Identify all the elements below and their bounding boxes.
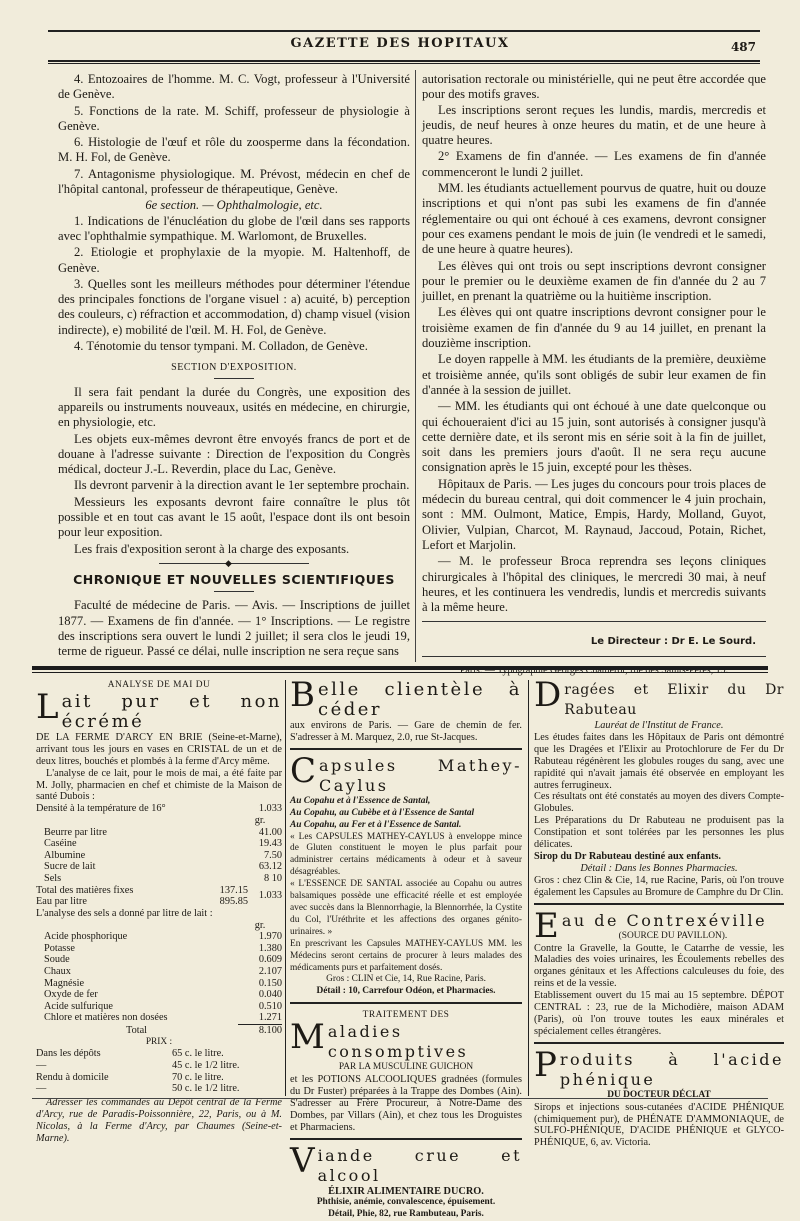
divider xyxy=(214,378,254,379)
ads-rule-heavy xyxy=(32,666,768,670)
ad-text: Détail : Dans les Bonnes Pharmacies. xyxy=(580,862,738,874)
ad-separator xyxy=(290,1138,522,1140)
ad-text: ÉLIXIR ALIMENTAIRE DUCRO. xyxy=(328,1185,484,1197)
ad-capsules xyxy=(290,750,522,998)
paragraph: Les objets eux-mêmes devront être envoyés francs de port et de douane à l'adresse suivante : Direction de l'exposition du Congrès médical, docteur J.-L. Reverdin, place du Lac, Genève. xyxy=(58,431,410,477)
ad-text: Ces résultats ont été constatés au moyen des divers Compte-Globules. xyxy=(534,791,784,815)
ad-separator xyxy=(534,1042,784,1044)
ad-title: au de Contrexéville xyxy=(561,910,768,930)
ad-text: L'analyse des sels a donné par litre de lait : xyxy=(36,907,213,919)
paragraph: Le doyen rappelle à MM. les étudiants de la première, deuxième et troisième année, qu'ils sont obligés de subir leur examen de fin d'année à la session de juillet. xyxy=(422,352,766,397)
director-line: Le Directeur : Dr E. Le Sourd. xyxy=(590,636,756,648)
paragraph: 4. Ténotomie du tensor tympani. M. Colladon, de Genève. xyxy=(74,339,368,354)
paragraph: MM. les étudiants actuellement pourvus de quatre, huit ou douze inscriptions et qui n'ont pas subi les examens de fin d'année réglementaire ou qui ont échoué à ces examens, devront consigner pour ces examens pendant le mois de juin (le vendredi et le samedi, de une heure à quatre heures). xyxy=(422,181,766,257)
table-cell: 19.43 xyxy=(258,838,282,850)
paragraph: 3. Quelles sont les meilleurs méthodes pour déterminer l'étendue des principales fonctions de l'organe visuel : a) acuité, b) perception des couleurs, c) réfraction et accommodation, d) champ visuel (vision indirecte), e) mobilité de l'œil. M. H. Fol, de Genève. xyxy=(58,276,410,337)
table-cell: 2.107 xyxy=(258,965,282,977)
ad-produits xyxy=(534,1044,784,1150)
paragraph: Ils devront parvenir à la direction avant le 1er septembre prochain. xyxy=(74,478,410,493)
ad-text: « Les CAPSULES MATHEY-CAYLUS à enveloppe mince de Gluten constituent le moyen le plus parfait pour administrer certains médicaments à odeur et à saveur désagréables. xyxy=(290,831,522,878)
paragraph: — MM. les étudiants qui ont échoué à une date quelconque ou qui échoueraient d'ici au 15 juin, sont autorisés à consigner jusqu'à cette dernière date, et ils seront mis en série soit à la fin de juillet, soit dans les premiers jours d'août. Il ne sera reçu aucune consignation après le 15 juin, excepté pour les thèses. xyxy=(422,399,766,475)
table-row xyxy=(36,1012,282,1024)
table-cell: 70 c. le litre. xyxy=(172,1071,224,1083)
table-cell: 41.00 xyxy=(258,826,282,838)
ads-column-divider xyxy=(528,680,529,1096)
table-row xyxy=(36,1024,282,1036)
table-cell: 1.033 xyxy=(258,803,282,815)
table-row xyxy=(36,873,282,885)
section-heading: 6e section. — Ophthalmologie, etc. xyxy=(145,198,323,213)
ad-belle xyxy=(290,675,522,744)
ad-title: ait pur et non écrémé xyxy=(61,690,282,732)
table-row xyxy=(36,850,282,862)
paragraph: autorisation rectorale ou ministérielle, qui ne peut être accordée que pour des motifs graves. xyxy=(422,72,766,102)
table-cell: Chaux xyxy=(44,965,71,977)
table-cell: 50 c. le 1/2 litre. xyxy=(172,1083,240,1095)
table-cell: Eau par litre xyxy=(36,896,87,908)
table-row xyxy=(36,827,282,839)
divider xyxy=(422,656,766,657)
table-row xyxy=(36,954,282,966)
ad-text: L'analyse de ce lait, pour le mois de mai, a été faite par M. Jolly, pharmacien en chef et chimiste de la Maison de santé Dubois : xyxy=(36,767,282,803)
table-cell: Chlore et matières non dosées xyxy=(44,1012,168,1024)
ad-text: Les Préparations du Dr Rabuteau ne produisent pas la Constipation et sont tolérées par les personnes les plus délicates. xyxy=(534,815,784,851)
ad-dropcap: P xyxy=(534,1044,557,1085)
paragraph: 4. Entozoaires de l'homme. M. C. Vogt, professeur à l'Université de Genève. xyxy=(58,72,410,102)
table-cell: Oxyde de fer xyxy=(44,989,98,1001)
ad-maladies xyxy=(290,1010,522,1133)
ornament-divider xyxy=(159,563,309,564)
ad-dropcap: D xyxy=(534,675,562,715)
table-cell: 7.50 xyxy=(263,849,282,861)
table-cell: Soude xyxy=(44,954,70,966)
ad-title: ragées et Elixir du Dr Rabuteau xyxy=(564,682,784,718)
table-row xyxy=(36,861,282,873)
chronicle-heading: CHRONIQUE ET NOUVELLES SCIENTIFIQUES xyxy=(73,571,395,587)
paragraph: 2. Etiologie et prophylaxie de la myopie. M. Haltenhoff, de Genève. xyxy=(58,245,410,275)
gr-unit-row xyxy=(36,920,282,932)
paragraph: Les élèves qui ont trois ou sept inscriptions devront consigner pour le premier ou le deuxième examen de fin d'année du 2 au 7 juillet, en prenant la quatrième ou la huitième inscription. xyxy=(422,258,766,304)
table-row xyxy=(36,920,282,932)
ad-text: Sirop du Dr Rabuteau destiné aux enfants. xyxy=(534,850,722,862)
ads-column-middle xyxy=(290,675,522,1221)
ad-subtitle: (SOURCE DU PAVILLON). xyxy=(618,930,728,941)
ad-title: roduits à l'acide phénique xyxy=(559,1049,784,1089)
table-cell: 137.15 xyxy=(219,884,248,896)
printer-line: Paris. — Typographie Georges Chamerot, rue des Saints-Pères, 19. xyxy=(459,664,729,676)
table-cell: Acide phosphorique xyxy=(44,931,128,943)
ads-rule-thin xyxy=(32,672,768,673)
table-cell: 895.85 xyxy=(219,896,248,908)
ad-text: Gros : chez Clin & Cie, 14, rue Racine, Paris, où l'on trouve également les Capsules au Bromure de Camphre du Dr Clin. xyxy=(534,874,784,898)
paragraph: Les élèves qui ont quatre inscriptions devront consigner pour le troisième examen de fin d'année du 9 au 14 juillet, en prenant la douzième inscription. xyxy=(422,305,766,351)
ad-dropcap: V xyxy=(290,1140,315,1181)
table-cell: Magnésie xyxy=(44,977,85,989)
ad-text: DE LA FERME D'ARCY EN BRIE (Seine-et-Marne), arrivant tous les jours en vases en CRISTAL de un et de deux litres, bouchés et plombés à la ferme d'Arcy même. xyxy=(36,731,282,767)
table-row xyxy=(36,1072,282,1084)
table-row xyxy=(36,931,282,943)
header-rule-bottom xyxy=(48,60,760,62)
table-row xyxy=(36,966,282,978)
divider xyxy=(214,591,254,592)
milk-price-table xyxy=(36,1048,282,1094)
table-cell: Total xyxy=(126,1024,148,1036)
table-cell: — xyxy=(36,1083,47,1095)
table-cell: Acide sulfurique xyxy=(44,1000,113,1012)
ad-text: « L'ESSENCE DE SANTAL associée au Copahu ou autres balsamiques possède une efficacité réelle et est employée avec succès dans la Blennorrhagie, la Blennorrhée, la Cystite du Col, l'Uréthrite et les affections des organes génito-urinaires. » xyxy=(290,879,522,937)
table-row xyxy=(36,1060,282,1072)
paragraph: 6. Histologie de l'œuf et rôle du zoosperme dans la fécondation. M. H. Fol, de Genève. xyxy=(58,135,410,165)
table-cell: Albumine xyxy=(44,849,86,861)
table-cell: 0.040 xyxy=(258,989,282,1001)
divider xyxy=(422,621,766,622)
ad-title: iande crue et alcool xyxy=(317,1145,522,1185)
table-row xyxy=(36,978,282,990)
ad-separator xyxy=(290,748,522,750)
ads-column-right xyxy=(534,675,784,1149)
ad-byline: PAR LA MUSCULINE GUICHON xyxy=(338,1062,474,1073)
ad-subtitle: Au Copahu, au Fer et à l'Essence de Santal. xyxy=(290,819,462,830)
ad-text: et les POTIONS ALCOOLIQUES gradnées (formules du Dr Fuster) préparées à la Trappe des Dombes (Ain). S'adresser au Frère Procureur, à Notre-Dame des Dombes, par Villars (Ain), et chez tous les Droguistes et Pharmaciens. xyxy=(290,1074,522,1133)
table-cell: 1.970 xyxy=(258,931,282,943)
milk-composition-table xyxy=(36,827,282,885)
ad-text: Contre la Gravelle, la Goutte, le Catarrhe de vessie, les Maladies des voies urinaires, les Écoulements rebelles des organes génitaux et les Affections calculeuses du foie, des reins et de la vessie. xyxy=(534,942,784,990)
paragraph: 5. Fonctions de la rate. M. Schiff, professeur de physiologie à Genève. xyxy=(58,103,410,133)
table-cell: gr. xyxy=(254,919,266,931)
milk-totals-table xyxy=(36,885,282,908)
ads-column-divider xyxy=(285,680,286,1096)
table-cell: 63.12 xyxy=(258,861,282,873)
table-cell: Dans les dépôts xyxy=(36,1048,101,1060)
table-row xyxy=(36,1083,282,1095)
ads-rule-bottom xyxy=(32,1098,768,1099)
table-cell: 0.150 xyxy=(258,977,282,989)
table-row xyxy=(36,838,282,850)
ad-text: aux environs de Paris. — Gare de chemin de fer. S'adresser à M. Marquez, 2.0, rue St-Jacques. xyxy=(290,720,522,743)
table-row xyxy=(36,1001,282,1013)
table-cell: 65 c. le litre. xyxy=(172,1048,224,1060)
section-heading: SECTION D'EXPOSITION. xyxy=(171,362,297,374)
ad-dropcap: L xyxy=(36,686,59,727)
ad-address: Détail : 10, Carrefour Odéon, et Pharmacies. xyxy=(316,986,496,997)
table-cell: 1.380 xyxy=(258,942,282,954)
ad-lait xyxy=(36,680,282,1144)
table-cell: 1.033 xyxy=(258,890,282,902)
table-cell: gr. xyxy=(254,814,266,826)
paragraph: Les inscriptions seront reçues les lundis, mardis, mercredis et jeudis, de neuf heures à onze heures du matin, et de une heure à quatre heures. xyxy=(422,102,766,148)
ad-text: Sirops et injections sous-cutanées d'ACIDE PHÉNIQUE (chimiquement pur), de PHÉNATE D'AMMONIAQUE, de SULFO-PHÉNIQUE, D'ACIDE PHÉNIQUE et GLYCO-PHÉNIQUE, 6, av. Victoria. xyxy=(534,1101,784,1149)
table-cell: 45 c. le 1/2 litre. xyxy=(172,1060,240,1072)
ad-subtitle: Au Copahu et à l'Essence de Santal, xyxy=(290,795,431,806)
article-column-left xyxy=(58,72,410,660)
ad-text: Phthisie, anémie, convalescence, épuisement. xyxy=(316,1197,496,1208)
table-cell: Beurre par litre xyxy=(44,826,107,838)
milk-salts-total xyxy=(36,1024,282,1037)
ad-dropcap: E xyxy=(534,905,559,946)
ad-dropcap: C xyxy=(290,750,317,791)
table-row xyxy=(36,815,282,827)
ad-separator xyxy=(290,1002,522,1004)
ad-address: Gros : CLIN et Cie, 14, Rue Racine, Paris. xyxy=(326,974,486,985)
header-rule-top xyxy=(48,30,760,32)
ad-kicker: TRAITEMENT DES xyxy=(362,1010,450,1021)
ad-dropcap: B xyxy=(290,675,315,715)
paragraph: — M. le professeur Broca reprendra ses leçons cliniques chirurgicales à l'hôpital des cliniques, le mercredi 30 mai, à neuf heures, et les continuera les vendredis, lundis et mercredis suivants à la même heure. xyxy=(422,554,766,615)
table-cell: — xyxy=(36,1060,47,1072)
paragraph: 2° Examens de fin d'année. — Les examens de fin d'année commenceront le lundi 2 juillet. xyxy=(422,149,766,179)
table-row xyxy=(36,989,282,1001)
article-column-right xyxy=(422,72,766,678)
ad-dropcap: M xyxy=(290,1017,325,1058)
ad-prix-heading: PRIX : xyxy=(145,1036,173,1047)
ad-viande xyxy=(290,1140,522,1221)
paragraph: Messieurs les exposants devront faire connaître le plus tôt possible et en tout cas avant le 15 août, l'espace dont ils ont besoin pour leur exposition. xyxy=(58,494,410,540)
table-row xyxy=(36,1048,282,1060)
paragraph: Faculté de médecine de Paris. — Avis. — Inscriptions de juillet 1877. — Examens de fin d'année. — 1° Inscriptions. — Le registre des inscriptions sera ouvert le lundi 2 juillet; il sera clos le jeudi 19, terme de rigueur. Passé ce délai, nulle inscription ne sera reçue sans xyxy=(58,598,410,659)
table-cell: 0.510 xyxy=(258,1000,282,1012)
paragraph: Hôpitaux de Paris. — Les juges du concours pour trois places de médecin du bureau central, qui doit commencer le 4 juin prochain, sont : MM. Oulmont, Matice, Empis, Hardy, Molland, Guyot, Olivier, Vulpian, Charcot, M. Raynaud, Jaccoud, Potain, Richet, Lefort et Marjolin. xyxy=(422,476,766,552)
paragraph: 1. Indications de l'énucléation du globe de l'œil dans ses rapports avec l'ophthalmie sympathique. M. Warlomont, de Bruxelles. xyxy=(58,213,410,243)
table-cell: 1.271 xyxy=(258,1012,282,1024)
table-row xyxy=(36,885,282,897)
page-header-title: GAZETTE DES HOPITAUX xyxy=(290,36,510,51)
milk-salts-table xyxy=(36,931,282,1024)
column-divider xyxy=(415,70,416,662)
table-cell: Densité à la température de 16° xyxy=(36,803,166,815)
table-cell: Sucre de lait xyxy=(44,861,96,873)
paragraph: 7. Antagonisme physiologique. M. Prévost, médecin en chef de l'hôpital cantonal, professeur de thérapeutique, Genève. xyxy=(58,166,410,197)
ad-separator xyxy=(534,903,784,905)
table-cell: Potasse xyxy=(44,942,75,954)
table-cell: Sels xyxy=(44,872,62,884)
page-number: 487 xyxy=(730,40,756,54)
ad-title: elle clientèle à céder xyxy=(318,679,522,720)
milk-density-table xyxy=(36,803,282,826)
ad-footer: Adresser les commandes au Dépôt central de la Ferme d'Arcy, rue de Paradis-Poissonnière, 22, Paris, ou à M. Nicolas, à la Ferme d'Arcy, par Chaumes (Seine-et-Marne). xyxy=(36,1096,282,1144)
ad-subtitle: Au Copahu, au Cubèbe et à l'Essence de Santal xyxy=(290,807,475,818)
table-cell: Rendu à domicile xyxy=(36,1071,109,1083)
paragraph: Il sera fait pendant la durée du Congrès, une exposition des appareils ou instruments nouveaux, usités en médecine, en chirurgie, en physiologie, etc. xyxy=(58,384,410,430)
ad-text: Détail, Phie, 82, rue Rambuteau, Paris. xyxy=(328,1209,484,1220)
paragraph: Les frais d'exposition seront à la charge des exposants. xyxy=(74,541,350,556)
ad-dragees xyxy=(534,675,784,899)
table-row xyxy=(36,896,282,908)
table-cell: 0.609 xyxy=(258,954,282,966)
ad-byline: DU DOCTEUR DÉCLAT xyxy=(607,1089,711,1100)
ad-subtitle: Lauréat de l'Institut de France. xyxy=(594,720,724,731)
table-row xyxy=(36,943,282,955)
table-cell: 8.100 xyxy=(238,1024,282,1036)
table-cell xyxy=(36,920,238,932)
ad-title: aladies consomptives xyxy=(327,1022,469,1062)
ad-eau xyxy=(534,905,784,1038)
table-cell: Total des matières fixes xyxy=(36,884,134,896)
ad-text: Etablissement ouvert du 15 mai au 15 septembre. DÉPOT CENTRAL : 23, rue de la Michodière, maison ADAM (Paris), où l'on trouve toutes les eaux minérales et spécialement celles étrangères. xyxy=(534,990,784,1037)
table-cell xyxy=(36,815,238,827)
ad-text: En prescrivant les Capsules MATHEY-CAYLUS MM. les Médecins seront certains de procurer à leurs malades des médicaments purs et parfaitement dosés. xyxy=(290,938,522,973)
table-row xyxy=(36,803,282,815)
ad-text: Les études faites dans les Hôpitaux de Paris ont démontré que les Dragées et l'Elixir au Protochlorure de Fer du Dr Rabuteau régénèrent les globules rouges du sang, avec une rapidité qui n'avait jamais été observée en employant les autres ferrugineux. xyxy=(534,731,784,791)
header-rule-bottom-thin xyxy=(48,63,760,64)
table-cell: 8 10 xyxy=(263,872,282,884)
ad-kicker: ANALYSE DE MAI DU xyxy=(107,680,211,690)
table-cell: Caséine xyxy=(44,838,77,850)
ad-title: apsules Mathey-Caylus xyxy=(319,755,522,795)
